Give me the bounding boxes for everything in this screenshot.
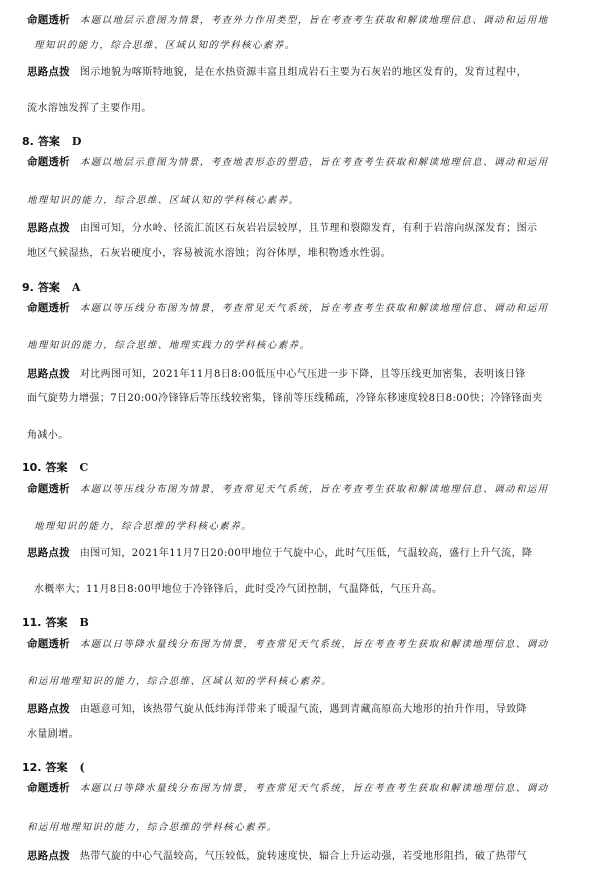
hint-line: 思路点拨 由图可知，2021年11月7日20:00甲地位于气旋中心，此时气压低，气温较高，盛行上升气流，降 [27, 547, 533, 559]
answer-value: D [71, 135, 82, 148]
hint-continuation: 水概率大；11月8日8:00甲地位于冷锋锋后，此时受冷气团控制，气温降低，气压升高。 [34, 584, 443, 595]
analysis-continuation: 地理知识的能力，综合思维、区域认知的学科核心素养。 [27, 195, 300, 206]
answer-9: 9. 答案 A [22, 281, 81, 294]
hint-continuation: 地区气候湿热，石灰岩硬度小，容易被流水溶蚀；沟谷体厚，堆积物透水性弱。 [27, 248, 391, 259]
answer-12: 12. 答案 ( [22, 761, 85, 774]
analysis-line: 命题透析 本题以日等降水量线分布图为情景，考查常见天气系统，旨在考查考生获取和解读地理信息、调动 [27, 782, 549, 794]
analysis-line: 命题透析 本题以等压线分布图为情景，考查常见天气系统，旨在考查考生获取和解读地理信息、调动和运用 [27, 483, 549, 495]
analysis-line: 命题透析 本题以等压线分布图为情景，考查常见天气系统，旨在考查考生获取和解读地理信息、调动和运用 [27, 302, 549, 314]
hint-continuation: 流水溶蚀发挥了主要作用。 [27, 103, 152, 114]
analysis-continuation: 地理知识的能力，综合思维、地理实践力的学科核心素养。 [27, 340, 311, 351]
answer-11: 11. 答案 B [22, 616, 89, 629]
hint-line: 思路点拨 热带气旋的中心气温较高，气压较低，旋转速度快，辐合上升运动强，若受地形阻挡，破了热带气 [27, 850, 528, 862]
hint-line: 思路点拨 由图可知，分水岭、径流汇流区石灰岩岩层较厚，且节理和裂隙发育，有利于岩溶向纵深发育；图示 [27, 222, 538, 234]
analysis-continuation: 和运用地理知识的能力，综合思维、区域认知的学科核心素养。 [27, 676, 333, 687]
hint-text: 图示地貌为喀斯特地貌，是在水热资源丰富且组成岩石主要为石灰岩的地区发育的，发育过程中， [79, 67, 528, 78]
answer-10: 10. 答案 C [22, 461, 89, 474]
hint-continuation: 水量剧增。 [27, 729, 79, 740]
analysis-line: 命题透析 本题以日等降水量线分布图为情景，考查常见天气系统，旨在考查考生获取和解读地理信息、调动 [27, 638, 549, 650]
hint-line: 思路点拨 对比两图可知，2021年11月8日8:00低压中心气压进一步下降，且等压线更加密集，表明该日锋 [27, 368, 526, 380]
analysis-line [27, 14, 549, 27]
analysis-line: 命题透析 本题以地层示意图为情景，考查地表形态的塑造，旨在考查考生获取和解读地理信息、调动和运用 [27, 156, 549, 168]
analysis-tag: 命题透析 [27, 14, 70, 26]
analysis-continuation: 和运用地理知识的能力，综合思维的学科核心素养。 [27, 822, 278, 833]
hint-tag: 思路点拨 [27, 66, 70, 78]
analysis-continuation: 地理知识的能力，综合思维的学科核心素养。 [34, 521, 253, 532]
hint-line: 思路点拨 由题意可知，该热带气旋从低纬海洋带来了暖湿气流，遇到青藏高原高大地形的抬升作用，导致降 [27, 703, 528, 715]
answer-8: 8. 答案 D [22, 135, 82, 148]
analysis-text: 本题以地层示意图为情景，考查外力作用类型，旨在考查考生获取和解读地理信息、调动和运用地 [79, 15, 549, 26]
hint-continuation: 面气旋势力增强；7日20:00冷锋锋后等压线较密集，锋前等压线稀疏，冷锋东移速度较8日8:00快；冷锋锋面夹 [27, 393, 543, 404]
answer-label: 答案 [37, 135, 60, 148]
hint-line [27, 66, 527, 79]
analysis-continuation: 理知识的能力，综合思维、区域认知的学科核心素养。 [34, 40, 296, 51]
hint-continuation: 角减小。 [27, 430, 69, 441]
